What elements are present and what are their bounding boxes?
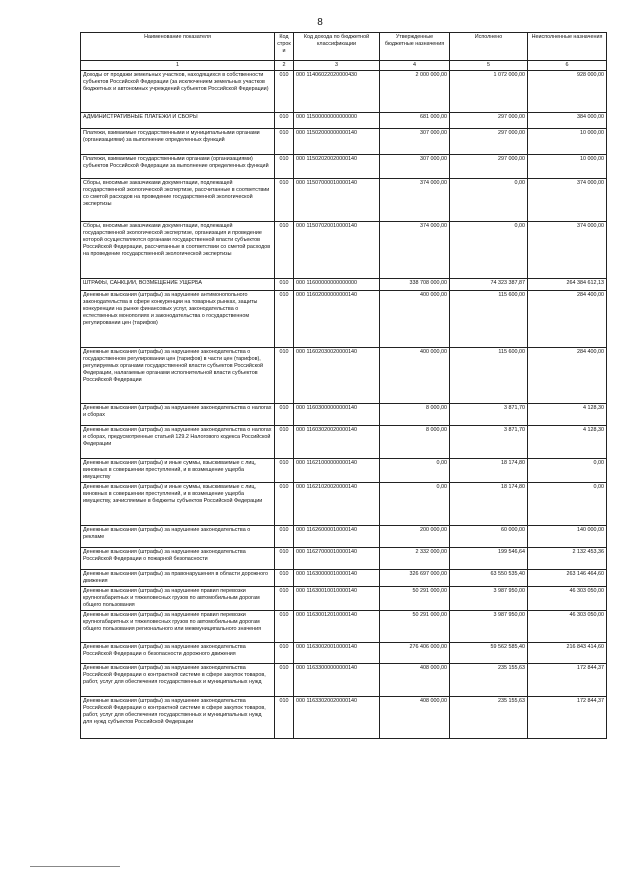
budget-code: 000 11507020010000140 — [294, 222, 380, 279]
table-row — [81, 348, 607, 404]
line-code: 010 — [275, 526, 294, 548]
budget-code: 000 11630020010000140 — [294, 643, 380, 664]
column-number: 4 — [380, 61, 450, 71]
remaining-amount: 0,00 — [528, 483, 607, 526]
remaining-amount: 10 000,00 — [528, 155, 607, 179]
approved-amount: 681 000,00 — [380, 113, 450, 129]
revenue-table — [80, 32, 607, 739]
approved-amount: 408 000,00 — [380, 664, 450, 697]
line-code: 010 — [275, 643, 294, 664]
column-number: 6 — [528, 61, 607, 71]
executed-amount: 235 155,63 — [450, 697, 528, 739]
budget-code: 000 11630012010000140 — [294, 611, 380, 643]
approved-amount: 374 000,00 — [380, 179, 450, 222]
table-row — [81, 279, 607, 291]
budget-code: 000 11602000000000140 — [294, 291, 380, 348]
header-budget-code: Код дохода по бюджетной классификации — [294, 33, 380, 61]
budget-code: 000 11502000000000140 — [294, 129, 380, 155]
executed-amount: 0,00 — [450, 179, 528, 222]
line-code: 010 — [275, 426, 294, 459]
approved-amount: 8 000,00 — [380, 426, 450, 459]
table-row — [81, 570, 607, 587]
indicator-name: Платежи, взимаемые государственными и муниципальными органами (организациями) за выполнение определенных функций — [81, 129, 275, 155]
remaining-amount: 264 384 612,13 — [528, 279, 607, 291]
footer-divider — [30, 866, 120, 867]
indicator-name: Денежные взыскания (штрафы) за нарушение антимонопольного законодательства в сфере конкуренции на товарных рынках, защиты конкуренции на рынке финансовых услуг, законодательства о естественных монополиях и законодательства о государственном регулировании цен (тарифов) — [81, 291, 275, 348]
remaining-amount: 140 000,00 — [528, 526, 607, 548]
executed-amount: 0,00 — [450, 222, 528, 279]
table-row — [81, 483, 607, 526]
indicator-name: ШТРАФЫ, САНКЦИИ, ВОЗМЕЩЕНИЕ УЩЕРБА — [81, 279, 275, 291]
budget-code: 000 11603020020000140 — [294, 426, 380, 459]
table-row — [81, 404, 607, 426]
executed-amount: 297 000,00 — [450, 155, 528, 179]
column-number-row — [81, 61, 607, 71]
table-row — [81, 459, 607, 483]
table-row — [81, 71, 607, 113]
approved-amount: 400 000,00 — [380, 348, 450, 404]
table-row — [81, 587, 607, 611]
indicator-name: Денежные взыскания (штрафы) и иные суммы, взыскиваемые с лиц, виновных в совершении преступлений, и в возмещение ущерба имуществу — [81, 459, 275, 483]
line-code: 010 — [275, 570, 294, 587]
executed-amount: 59 562 585,40 — [450, 643, 528, 664]
line-code: 010 — [275, 129, 294, 155]
approved-amount: 50 291 000,00 — [380, 587, 450, 611]
column-number: 5 — [450, 61, 528, 71]
executed-amount: 115 600,00 — [450, 291, 528, 348]
remaining-amount: 2 132 453,36 — [528, 548, 607, 570]
approved-amount: 2 000 000,00 — [380, 71, 450, 113]
remaining-amount: 284 400,00 — [528, 348, 607, 404]
line-code: 010 — [275, 548, 294, 570]
line-code: 010 — [275, 697, 294, 739]
remaining-amount: 4 128,30 — [528, 404, 607, 426]
remaining-amount: 172 844,37 — [528, 664, 607, 697]
remaining-amount: 0,00 — [528, 459, 607, 483]
approved-amount: 0,00 — [380, 483, 450, 526]
remaining-amount: 374 000,00 — [528, 179, 607, 222]
budget-code: 000 11621000000000140 — [294, 459, 380, 483]
header-approved: Утвержденные бюджетные назначения — [380, 33, 450, 61]
indicator-name: АДМИНИСТРАТИВНЫЕ ПЛАТЕЖИ И СБОРЫ — [81, 113, 275, 129]
indicator-name: Денежные взыскания (штрафы) за нарушение законодательства о налогах и сборах, предусмотренные статьей 129.2 Налогового кодекса Российской Федерации — [81, 426, 275, 459]
line-code: 010 — [275, 611, 294, 643]
executed-amount: 199 546,64 — [450, 548, 528, 570]
approved-amount: 326 697 000,00 — [380, 570, 450, 587]
budget-code: 000 11626000010000140 — [294, 526, 380, 548]
indicator-name: Денежные взыскания (штрафы) за нарушение правил перевозки крупногабаритных и тяжеловесных грузов по автомобильным дорогам общего пользования — [81, 587, 275, 611]
approved-amount: 200 000,00 — [380, 526, 450, 548]
line-code: 010 — [275, 404, 294, 426]
executed-amount: 297 000,00 — [450, 113, 528, 129]
budget-code: 000 11406022020000430 — [294, 71, 380, 113]
approved-amount: 338 708 000,00 — [380, 279, 450, 291]
budget-code: 000 11500000000000000 — [294, 113, 380, 129]
indicator-name: Сборы, вносимые заказчиками документации, подлежащей государственной экологической экспертизе, организация и проведение которой осуществляются органами государственной власти субъектов Российской Федерации, рассчитанные в соответствии со сметой расходов на проведение государственной экологической экспертизы — [81, 222, 275, 279]
budget-code: 000 11502020020000140 — [294, 155, 380, 179]
table-row — [81, 129, 607, 155]
column-number: 1 — [81, 61, 275, 71]
approved-amount: 307 000,00 — [380, 155, 450, 179]
remaining-amount: 10 000,00 — [528, 129, 607, 155]
indicator-name: Денежные взыскания (штрафы) за нарушение законодательства о налогах и сборах — [81, 404, 275, 426]
approved-amount: 0,00 — [380, 459, 450, 483]
column-number: 2 — [275, 61, 294, 71]
approved-amount: 400 000,00 — [380, 291, 450, 348]
indicator-name: Денежные взыскания (штрафы) за правонарушения в области дорожного движения — [81, 570, 275, 587]
line-code: 010 — [275, 222, 294, 279]
executed-amount: 60 000,00 — [450, 526, 528, 548]
approved-amount: 276 406 000,00 — [380, 643, 450, 664]
table-row — [81, 643, 607, 664]
executed-amount: 3 871,70 — [450, 426, 528, 459]
budget-code: 000 11630010010000140 — [294, 587, 380, 611]
table-row — [81, 664, 607, 697]
table-row — [81, 611, 607, 643]
indicator-name: Денежные взыскания (штрафы) за нарушение законодательства Российской Федерации о контрактной системе в сфере закупок товаров, работ, услуг для обеспечения государственных и муниципальных нужд — [81, 664, 275, 697]
approved-amount: 2 332 000,00 — [380, 548, 450, 570]
executed-amount: 74 323 387,87 — [450, 279, 528, 291]
line-code: 010 — [275, 459, 294, 483]
budget-code: 000 11633000000000140 — [294, 664, 380, 697]
remaining-amount: 216 843 414,60 — [528, 643, 607, 664]
table-row — [81, 548, 607, 570]
header-remaining: Неисполненные назначения — [528, 33, 607, 61]
budget-code: 000 11630000010000140 — [294, 570, 380, 587]
indicator-name: Денежные взыскания (штрафы) за нарушение правил перевозки крупногабаритных и тяжеловесных грузов по автомобильным дорогам общего пользования регионального или межмуниципального значения — [81, 611, 275, 643]
header-executed: Исполнено — [450, 33, 528, 61]
executed-amount: 297 000,00 — [450, 129, 528, 155]
indicator-name: Платежи, взимаемые государственными органами (организациями) субъектов Российской Федерации за выполнение определенных функций — [81, 155, 275, 179]
table-row — [81, 179, 607, 222]
remaining-amount: 263 146 464,60 — [528, 570, 607, 587]
line-code: 010 — [275, 483, 294, 526]
budget-code: 000 11627000010000140 — [294, 548, 380, 570]
budget-code: 000 11633020020000140 — [294, 697, 380, 739]
line-code: 010 — [275, 113, 294, 129]
table-row — [81, 222, 607, 279]
approved-amount: 50 291 000,00 — [380, 611, 450, 643]
table-row — [81, 155, 607, 179]
approved-amount: 408 000,00 — [380, 697, 450, 739]
executed-amount: 18 174,80 — [450, 483, 528, 526]
remaining-amount: 46 303 050,00 — [528, 611, 607, 643]
executed-amount: 235 155,63 — [450, 664, 528, 697]
column-number: 3 — [294, 61, 380, 71]
line-code: 010 — [275, 179, 294, 222]
remaining-amount: 284 400,00 — [528, 291, 607, 348]
header-line-code: Код строк и — [275, 33, 294, 61]
executed-amount: 63 550 535,40 — [450, 570, 528, 587]
line-code: 010 — [275, 348, 294, 404]
line-code: 010 — [275, 155, 294, 179]
budget-code: 000 11602030020000140 — [294, 348, 380, 404]
remaining-amount: 46 303 050,00 — [528, 587, 607, 611]
executed-amount: 18 174,80 — [450, 459, 528, 483]
budget-code: 000 11621020020000140 — [294, 483, 380, 526]
indicator-name: Денежные взыскания (штрафы) за нарушение законодательства Российской Федерации о пожарной безопасности — [81, 548, 275, 570]
indicator-name: Денежные взыскания (штрафы) за нарушение законодательства Российской Федерации о безопасности дорожного движения — [81, 643, 275, 664]
line-code: 010 — [275, 71, 294, 113]
remaining-amount: 172 844,37 — [528, 697, 607, 739]
budget-code: 000 11507000010000140 — [294, 179, 380, 222]
executed-amount: 1 072 000,00 — [450, 71, 528, 113]
budget-code: 000 11603000000000140 — [294, 404, 380, 426]
remaining-amount: 384 000,00 — [528, 113, 607, 129]
approved-amount: 374 000,00 — [380, 222, 450, 279]
executed-amount: 115 600,00 — [450, 348, 528, 404]
indicator-name: Сборы, вносимые заказчиками документации, подлежащей государственной экологической экспертизе, рассчитанные в соответствии со сметой расходов на проведение государственной экологической экспертизы — [81, 179, 275, 222]
line-code: 010 — [275, 279, 294, 291]
remaining-amount: 4 128,30 — [528, 426, 607, 459]
indicator-name: Денежные взыскания (штрафы) за нарушение законодательства Российской Федерации о контрактной системе в сфере закупок товаров, работ, услуг для обеспечения государственных и муниципальных нужд для нужд субъектов Российской Федерации — [81, 697, 275, 739]
remaining-amount: 928 000,00 — [528, 71, 607, 113]
indicator-name: Денежные взыскания (штрафы) и иные суммы, взыскиваемые с лиц, виновных в совершении преступлений, и в возмещение ущерба имуществу, зачисляемые в бюджеты субъектов Российской Федерации — [81, 483, 275, 526]
table-row — [81, 426, 607, 459]
approved-amount: 307 000,00 — [380, 129, 450, 155]
line-code: 010 — [275, 587, 294, 611]
table-row — [81, 697, 607, 739]
executed-amount: 3 871,70 — [450, 404, 528, 426]
remaining-amount: 374 000,00 — [528, 222, 607, 279]
line-code: 010 — [275, 664, 294, 697]
indicator-name: Денежные взыскания (штрафы) за нарушение законодательства о государственном регулировании цен (тарифов) в части цен (тарифов), регулируемых органами государственной власти субъектов Российской Федерации, налагаемые органами исполнительной власти субъектов Российской Федерации — [81, 348, 275, 404]
table-row — [81, 526, 607, 548]
indicator-name: Денежные взыскания (штрафы) за нарушение законодательства о рекламе — [81, 526, 275, 548]
executed-amount: 3 987 950,00 — [450, 587, 528, 611]
page-number: 8 — [317, 17, 323, 28]
indicator-name: Доходы от продажи земельных участков, находящихся в собственности субъектов Российской Федерации (за исключением земельных участков бюджетных и автономных учреждений субъектов Российской Федерации) — [81, 71, 275, 113]
table-row — [81, 291, 607, 348]
header-indicator-name: Наименование показателя — [81, 33, 275, 61]
line-code: 010 — [275, 291, 294, 348]
approved-amount: 8 000,00 — [380, 404, 450, 426]
budget-code: 000 11600000000000000 — [294, 279, 380, 291]
table-row — [81, 113, 607, 129]
table-header-row — [81, 33, 607, 61]
executed-amount: 3 987 950,00 — [450, 611, 528, 643]
